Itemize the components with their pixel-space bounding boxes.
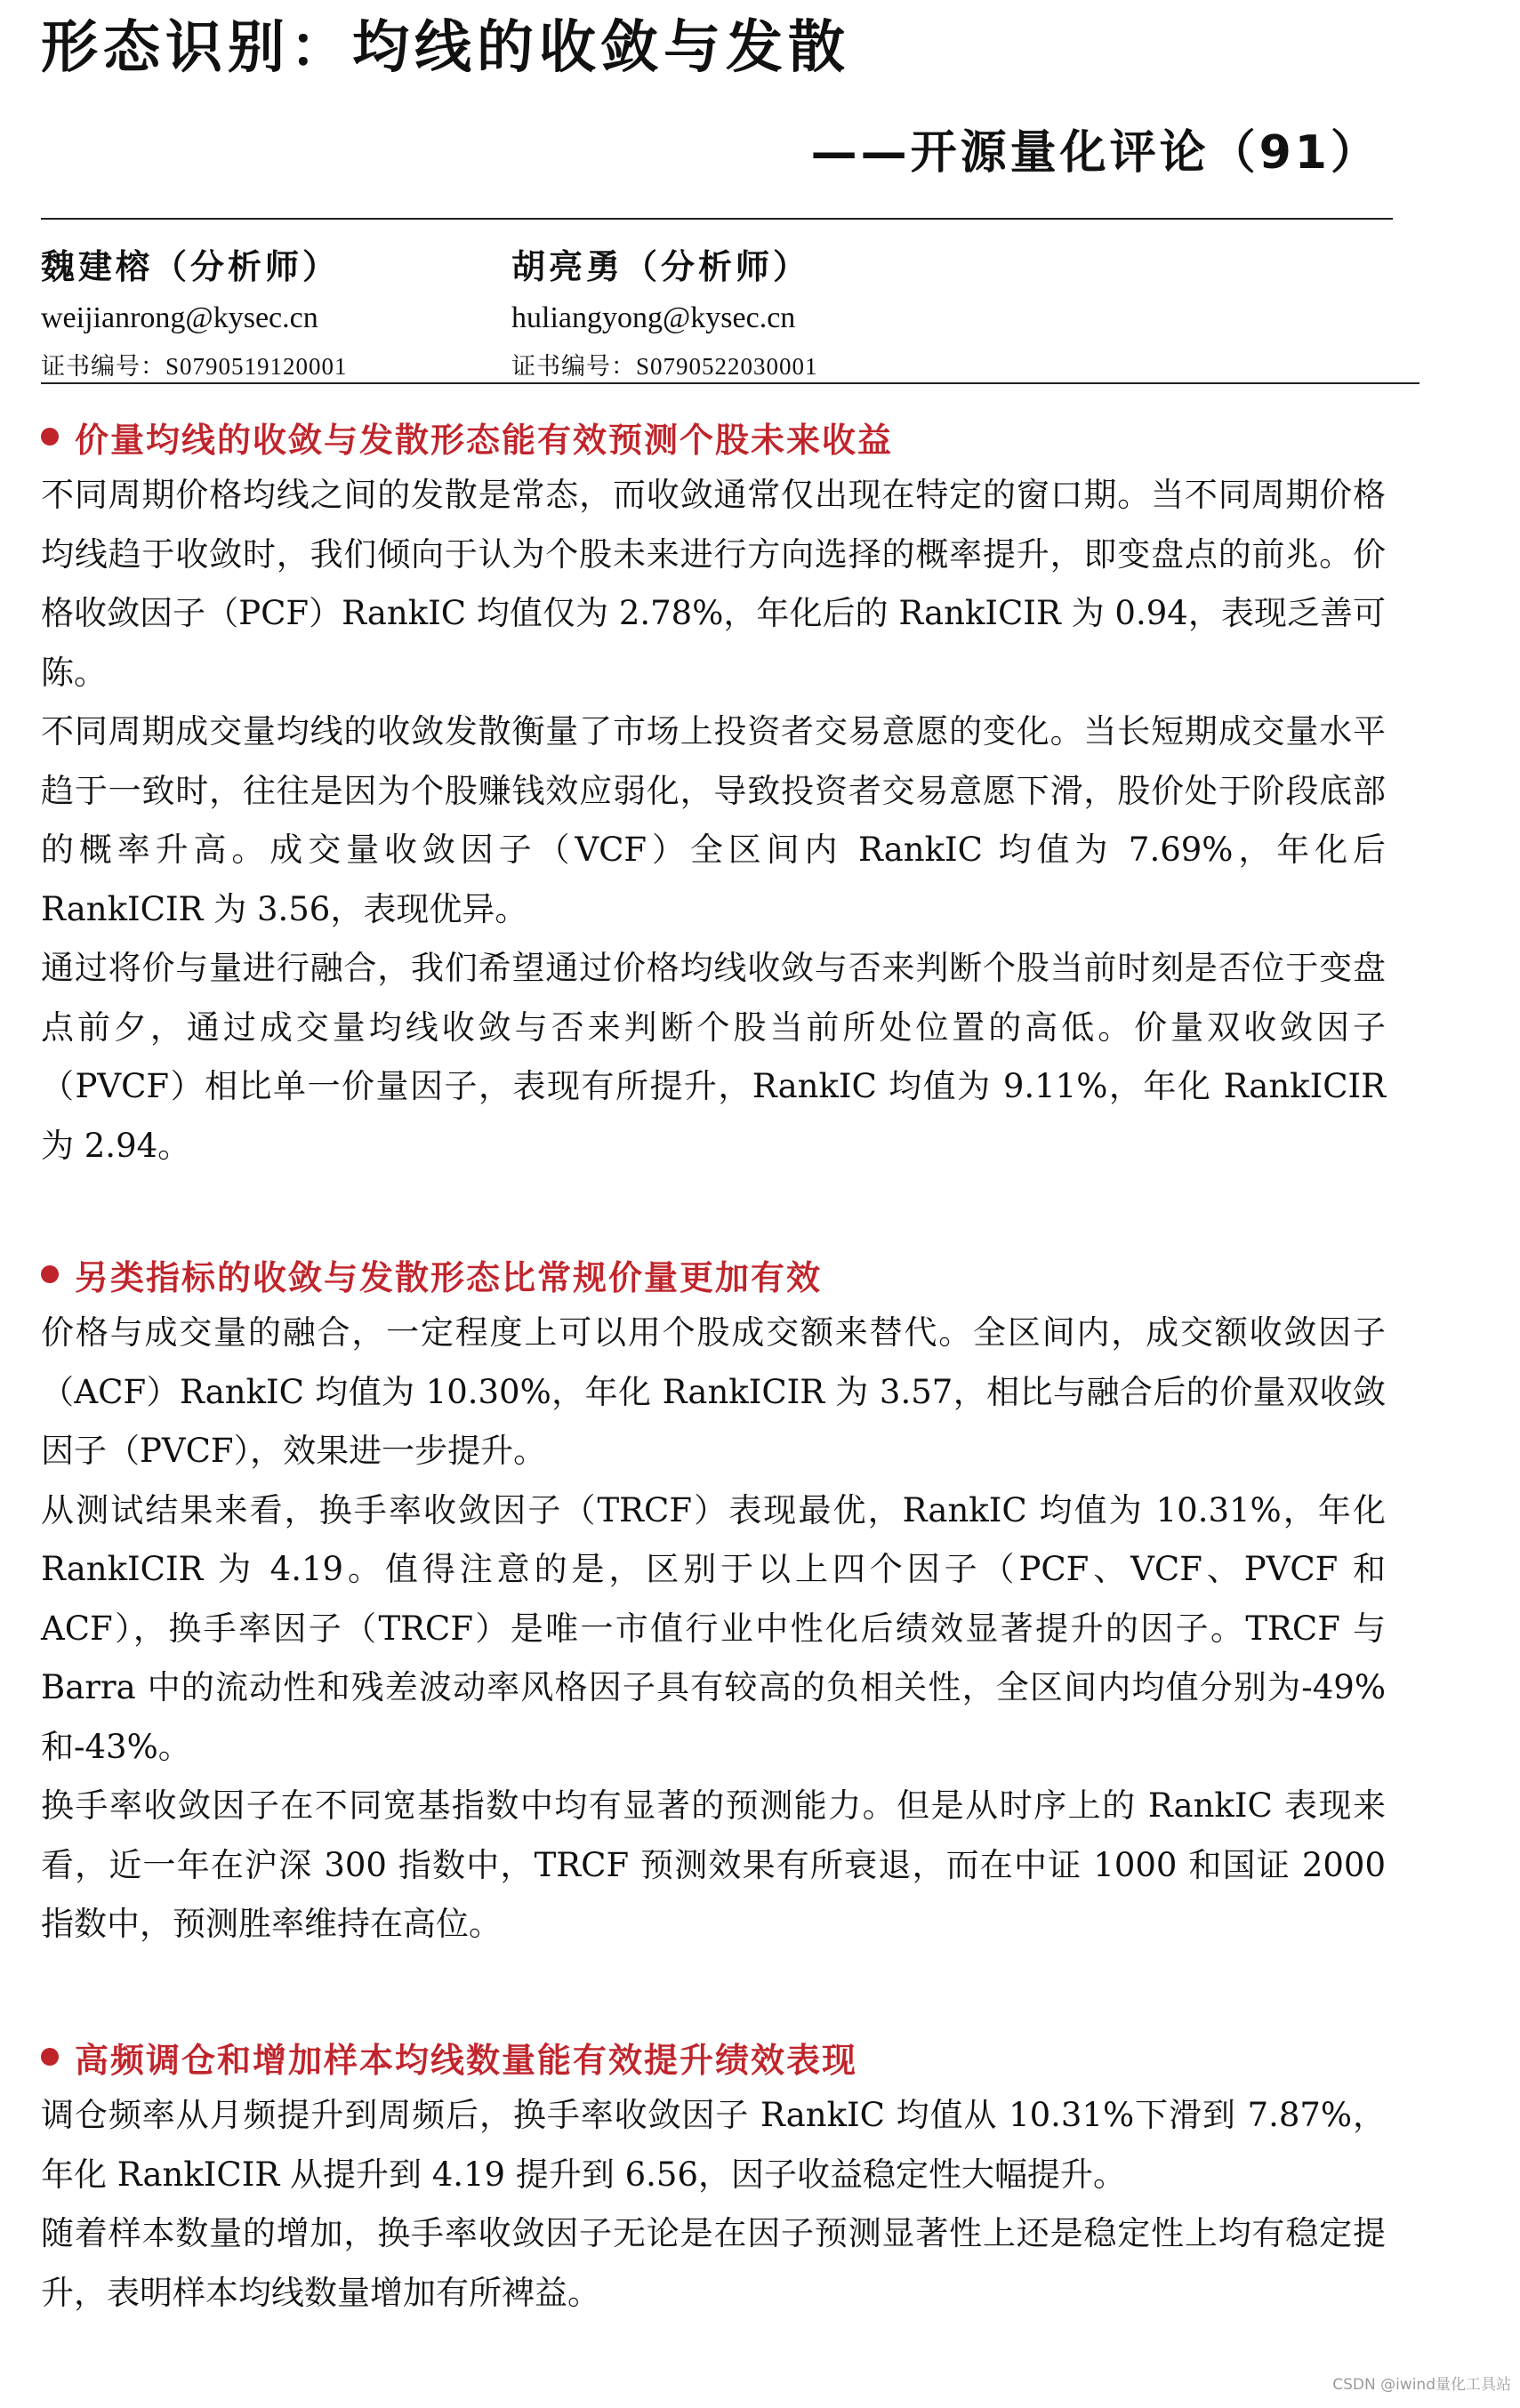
section-paragraph: 从测试结果来看，换手率收敛因子（TRCF）表现最优，RankIC 均值为 10.31%，年化 RankICIR 为 4.19。值得注意的是，区别于以上四个因子（PCF、VCF、PVCF 和 ACF），换手率因子（TRCF）是唯一市值行业中性化后绩效显著提升的因子。TRCF 与 Barra 中的流动性和残差波动率风格因子具有较高的负相关性，全区间内均值分别为-49%和-43%。 (41, 1490, 1386, 1766)
report-title: 形态识别：均线的收敛与发散 (41, 15, 850, 81)
section-high-frequency-rebalancing (41, 2027, 1386, 2323)
red-bullet-icon (41, 1265, 59, 1283)
section-price-volume-convergence (41, 407, 1386, 1176)
red-bullet-icon (41, 428, 59, 445)
section-paragraph: 调仓频率从月频提升到周频后，换手率收敛因子 RankIC 均值从 10.31%下滑到 7.87%，年化 RankICIR 从提升到 4.19 提升到 6.56，因子收益稳定性大幅提升。 (41, 2096, 1386, 2194)
watermark: CSDN @iwind量化工具站 (1332, 2376, 1511, 2394)
section-paragraph: 价格与成交量的融合，一定程度上可以用个股成交额来替代。全区间内，成交额收敛因子（ACF）RankIC 均值为 10.30%，年化 RankICIR 为 3.57，相比与融合后的价量双收敛因子（PVCF），效果进一步提升。 (41, 1313, 1386, 1470)
authors-divider (41, 382, 1419, 384)
header-divider (41, 218, 1393, 220)
section-title: 另类指标的收敛与发散形态比常规价量更加有效 (75, 1257, 823, 1297)
author-block-1 (41, 242, 348, 382)
author-name: 胡亮勇（分析师） (511, 247, 811, 286)
section-paragraph: 换手率收敛因子在不同宽基指数中均有显著的预测能力。但是从时序上的 RankIC 表现来看，近一年在沪深 300 指数中，TRCF 预测效果有所衰退，而在中证 1000 和国证 2000 指数中，预测胜率维持在高位。 (41, 1786, 1386, 1943)
author-certificate: 证书编号：S0790522030001 (511, 353, 818, 380)
section-paragraph: 不同周期成交量均线的收敛发散衡量了市场上投资者交易意愿的变化。当长短期成交量水平趋于一致时，往往是因为个股赚钱效应弱化，导致投资者交易意愿下滑，股价处于阶段底部的概率升高。成交量收敛因子（VCF）全区间内 RankIC 均值为 7.69%，年化后 RankICIR 为 3.56，表现优异。 (41, 712, 1386, 928)
section-heading (41, 2027, 1386, 2086)
section-paragraph: 随着样本数量的增加，换手率收敛因子无论是在因子预测显著性上还是稳定性上均有稳定提升，表明样本均线数量增加有所裨益。 (41, 2214, 1386, 2312)
author-email[interactable]: huliangyong@kysec.cn (511, 301, 796, 334)
section-heading (41, 407, 1386, 466)
report-subtitle: ——开源量化评论（91） (810, 126, 1380, 180)
author-email[interactable]: weijianrong@kysec.cn (41, 301, 318, 334)
section-paragraph: 不同周期价格均线之间的发散是常态，而收敛通常仅出现在特定的窗口期。当不同周期价格均线趋于收敛时，我们倾向于认为个股未来进行方向选择的概率提升，即变盘点的前兆。价格收敛因子（PCF）RankIC 均值仅为 2.78%，年化后的 RankICIR 为 0.94，表现乏善可陈。 (41, 476, 1386, 692)
author-certificate: 证书编号：S0790519120001 (41, 353, 348, 380)
red-bullet-icon (41, 2048, 59, 2066)
author-name: 魏建榕（分析师） (41, 247, 341, 286)
author-block-2 (511, 242, 818, 382)
section-alternative-indicators (41, 1245, 1386, 1954)
section-title: 价量均线的收敛与发散形态能有效预测个股未来收益 (75, 420, 894, 460)
section-paragraph: 通过将价与量进行融合，我们希望通过价格均线收敛与否来判断个股当前时刻是否位于变盘点前夕，通过成交量均线收敛与否来判断个股当前所处位置的高低。价量双收敛因子（PVCF）相比单一价量因子，表现有所提升，RankIC 均值为 9.11%，年化 RankICIR 为 2.94。 (41, 949, 1386, 1165)
section-heading (41, 1245, 1386, 1304)
section-title: 高频调仓和增加样本均线数量能有效提升绩效表现 (75, 2040, 858, 2080)
